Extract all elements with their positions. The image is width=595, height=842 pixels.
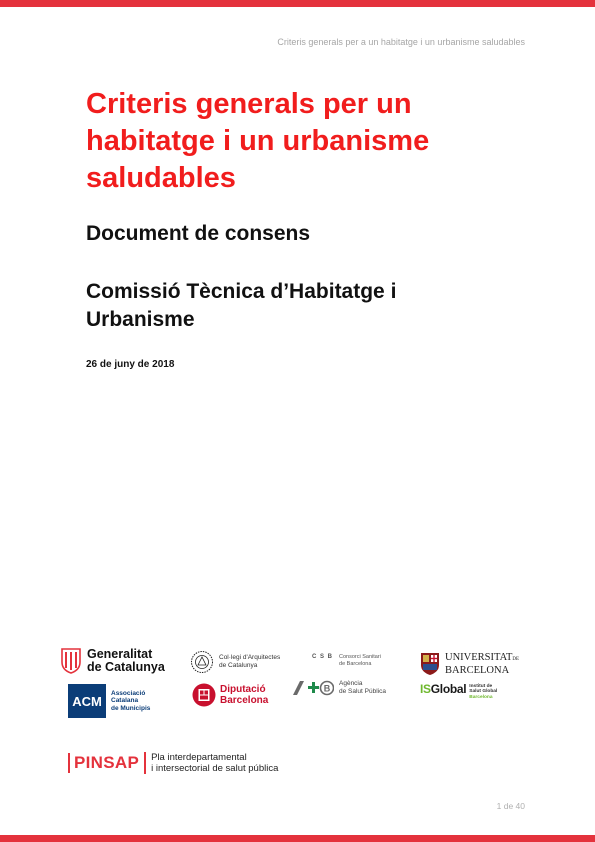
commission-name: Comissió Tècnica d’Habitatge i Urbanisme [86, 280, 397, 331]
diputacio-emblem-icon [192, 683, 216, 707]
ub-logo [420, 652, 519, 676]
pinsap-line1: Pla interdepartamental [151, 752, 247, 763]
acm-logo [68, 684, 150, 718]
aspb-logo [292, 679, 386, 697]
aspb-name-line1: Agència [339, 680, 363, 687]
pinsap-logo [68, 752, 278, 774]
ub-name-suffix: DE [512, 657, 520, 662]
isglobal-name-line1: Institut de [469, 684, 493, 689]
pinsap-line2: i intersectorial de salut pública [151, 763, 279, 774]
csb-name-line1: Consorci Sanitari [339, 654, 381, 660]
running-header: Criteris generals per a un habitatge i un urbanisme saludables [277, 37, 525, 47]
coac-name-line2: de Catalunya [219, 662, 258, 669]
document-date: 26 de juny de 2018 [86, 359, 175, 370]
generalitat-logo [61, 648, 165, 674]
generalitat-emblem-icon [61, 648, 81, 674]
acm-name-line3: de Municipis [111, 704, 151, 712]
acm-name-line1: Associació [111, 689, 146, 697]
coac-logo [190, 650, 280, 674]
ub-name-line1: UNIVERSITAT [445, 652, 513, 663]
diputacio-name-line2: Barcelona [220, 695, 269, 706]
diputacio-name-line1: Diputació [220, 684, 266, 695]
generalitat-name-line1: Generalitat [87, 647, 153, 661]
isglobal-mark-global: Global [430, 682, 467, 696]
pinsap-left-bar [68, 753, 70, 773]
top-accent-bar [0, 0, 595, 7]
bottom-accent-bar [0, 835, 595, 842]
csb-logo [312, 654, 381, 667]
aspb-mark-icon [292, 679, 334, 697]
svg-text:B: B [323, 683, 331, 694]
document-subtitle: Document de consens [86, 222, 311, 245]
coac-name-line1: Col·legi d'Arquitectes [219, 654, 281, 661]
isglobal-logo [420, 683, 497, 700]
generalitat-name-line2: de Catalunya [87, 660, 165, 674]
csb-name-line2: de Barcelona [339, 660, 372, 667]
coac-emblem-icon [190, 650, 214, 674]
diputacio-logo [192, 683, 268, 707]
isglobal-name-line2: Salut Global [469, 689, 498, 695]
page-number: 1 de 40 [496, 801, 525, 811]
acm-mark: ACM [68, 684, 106, 718]
isglobal-name-line3: Barcelona [469, 694, 493, 700]
isglobal-mark-is: IS [420, 682, 431, 696]
acm-name-line2: Catalana [111, 697, 139, 705]
ub-shield-icon [420, 652, 440, 676]
pinsap-mark: PINSAP [74, 753, 140, 772]
document-title: Criteris generals per un habitatge i un urbanisme saludables [86, 88, 430, 194]
aspb-name-line2: de Salut Pública [339, 688, 386, 695]
pinsap-divider [144, 752, 146, 774]
ub-name-line2: BARCELONA [445, 665, 510, 676]
csb-mark: C S B [312, 654, 334, 660]
